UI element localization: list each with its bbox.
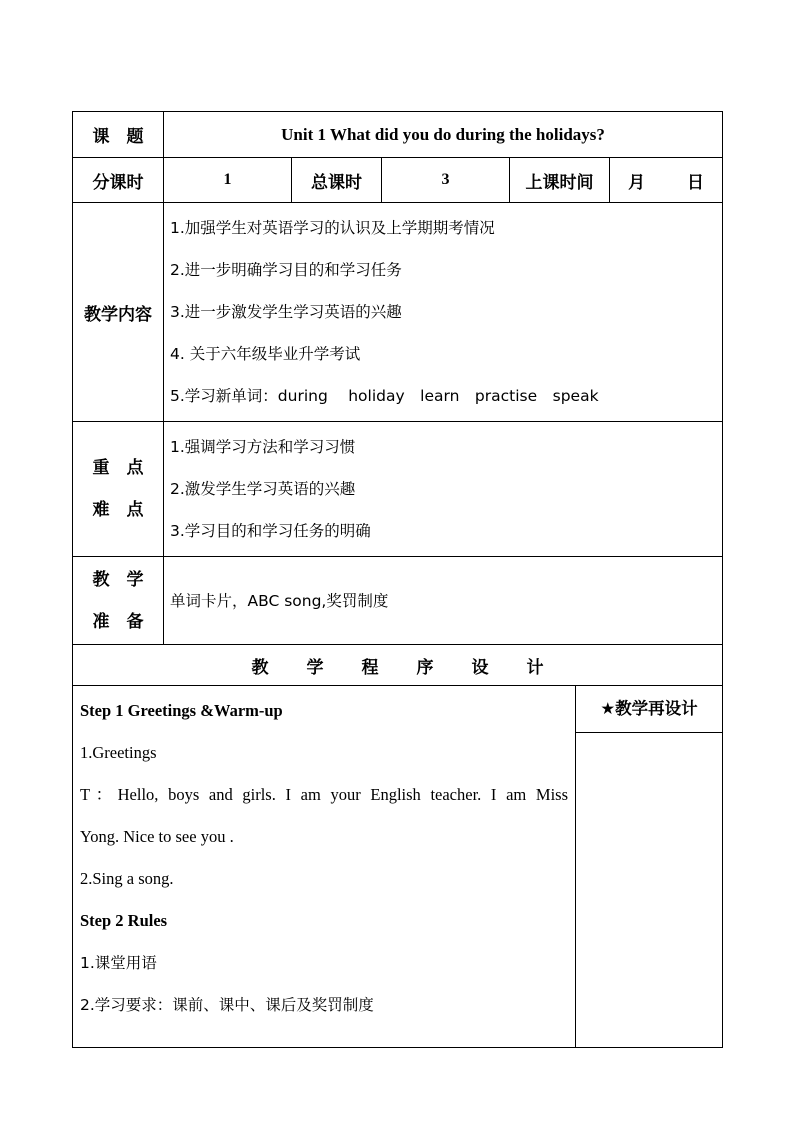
step2-item: 2.学习要求：课前、课中、课后及奖罚制度 [80,996,374,1014]
content-label: 教学内容 [73,203,164,422]
step1-title: Step 1 Greetings &Warm-up [80,701,283,720]
session-label: 分课时 [73,158,164,203]
step1-item: 2.Sing a song. [80,869,174,888]
key-label-line1: 重 点 [92,458,144,478]
topic-label: 课 题 [73,112,164,158]
prep-value-cell [164,557,723,645]
total-label: 总课时 [292,158,382,203]
step1-item: Yong. Nice to see you . [80,827,234,846]
content-list [164,203,723,422]
content-item: 1.加强学生对英语学习的认识及上学期期考情况 [170,219,495,237]
content-row [73,203,723,422]
session-value: 1 [164,158,292,203]
content-item: 5.学习新单词：during holiday learn practise speak [170,387,599,405]
key-item: 1.强调学习方法和学习习惯 [170,438,356,456]
time-label: 上课时间 [510,158,610,203]
prep-label-line1: 教 学 [92,569,144,590]
procedure-title: 教学程序设计 [73,645,723,686]
redesign-column [576,686,723,1048]
lesson-plan-table [72,111,723,686]
content-item: 3.进一步激发学生学习英语的兴趣 [170,303,402,321]
topic-row [73,112,723,158]
step1-item: T：Hello, boys and girls. I am your English teacher. I am Miss [80,785,568,804]
topic-value: Unit 1 What did you do during the holidays? [164,112,723,158]
prep-row [73,557,723,645]
procedure-row [73,686,723,1048]
step2-item: 1.课堂用语 [80,954,157,972]
prep-label-line2: 准 备 [92,611,144,632]
redesign-label: ★教学再设计 [576,686,722,733]
day-label: 日 [686,172,704,193]
step1-item: 1.Greetings [80,743,157,762]
prep-value: 单词卡片，ABC song,奖罚制度 [170,591,389,610]
procedure-table [72,685,723,1048]
session-row [73,158,723,203]
month-label: 月 [628,172,646,193]
time-value [610,158,723,203]
content-item: 4. 关于六年级毕业升学考试 [170,345,361,363]
key-item: 2.激发学生学习英语的兴趣 [170,480,356,498]
total-value: 3 [382,158,510,203]
procedure-title-row [73,645,723,686]
key-item: 3.学习目的和学习任务的明确 [170,522,371,540]
key-label-line2: 难 点 [92,500,144,520]
key-label [73,422,164,557]
content-item: 2.进一步明确学习目的和学习任务 [170,261,402,279]
procedure-body [73,686,576,1048]
key-list [164,422,723,557]
step2-title: Step 2 Rules [80,911,168,930]
key-row [73,422,723,557]
lesson-plan-sheet [72,111,722,1048]
prep-label [73,557,164,645]
